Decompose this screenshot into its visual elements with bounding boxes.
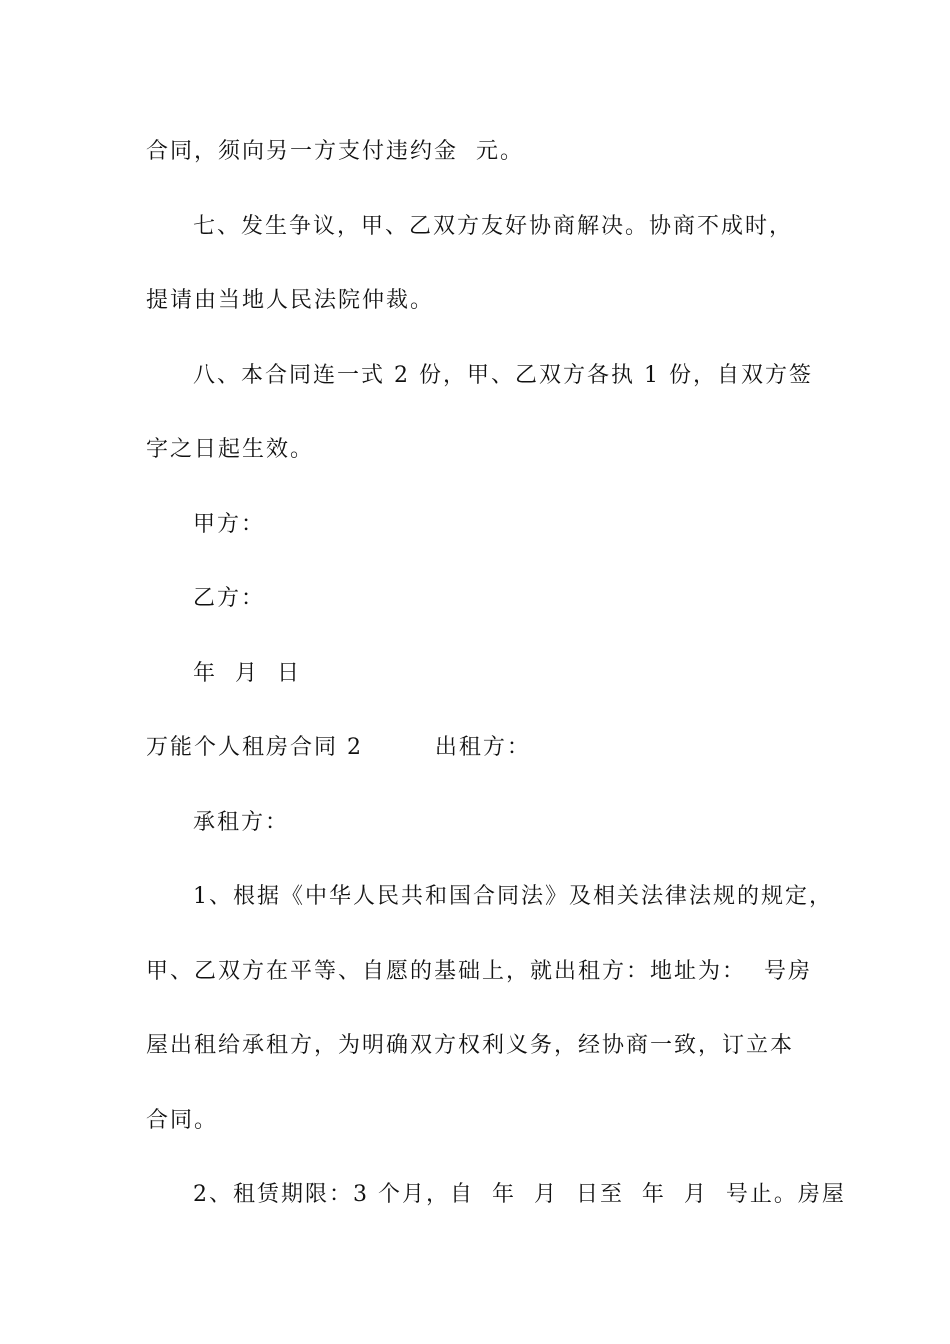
- party-b-label: 乙方：: [193, 586, 266, 611]
- text-line: 字之日起生效。: [146, 437, 315, 462]
- text-line: 八、本合同连一式 2 份，甲、乙双方各执 1 份，自双方签: [193, 363, 813, 388]
- text-line: 甲、乙双方在平等、自愿的基础上，就出租方：地址为： 号房: [146, 959, 812, 984]
- contract-title: 万能个人租房合同 2 出租方：: [146, 735, 531, 760]
- text-line: 1、根据《中华人民共和国合同法》及相关法律法规的规定，: [193, 884, 833, 909]
- text-line: 2、租赁期限：3 个月，自 年 月 日至 年 月 号止。房屋: [193, 1182, 846, 1207]
- text-line: 合同。: [146, 1108, 219, 1133]
- lessee-label: 承租方：: [193, 810, 290, 835]
- date-line: 年 月 日: [193, 661, 301, 686]
- text-line: 提请由当地人民法院仲裁。: [146, 288, 435, 313]
- text-line: 屋出租给承租方，为明确双方权利义务，经协商一致，订立本: [146, 1033, 795, 1058]
- text-line: 七、发生争议，甲、乙双方友好协商解决。协商不成时，: [193, 214, 794, 239]
- text-line: 合同，须向另一方支付违约金 元。: [146, 139, 524, 164]
- party-a-label: 甲方：: [193, 512, 266, 537]
